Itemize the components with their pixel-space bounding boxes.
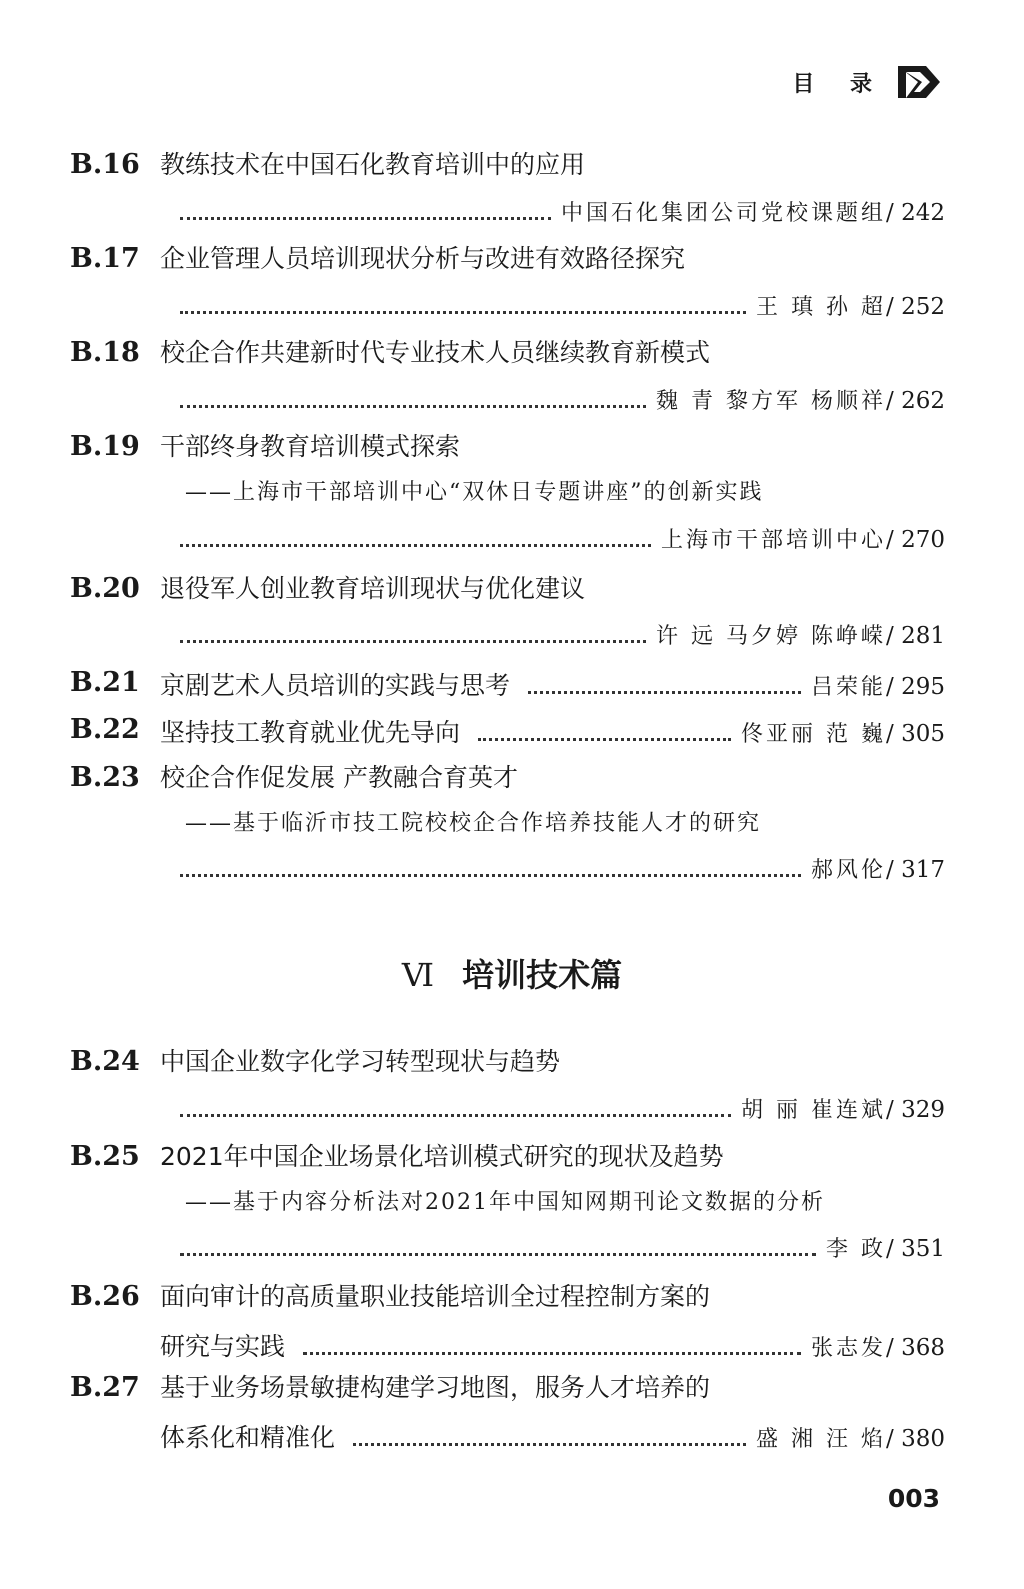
entry-title: 2021年中国企业场景化培训模式研究的现状及趋势 [160, 1142, 724, 1171]
entry-leader-line [160, 666, 945, 702]
entry-title: 面向审计的高质量职业技能培训全过程控制方案的 [160, 1282, 711, 1311]
entry-authors: 魏 青 黎方军 杨顺祥 [656, 389, 887, 414]
header-title: 目 录 [792, 70, 886, 97]
toc-entry-b16[interactable] [70, 148, 945, 238]
entry-number: B.17 [70, 243, 140, 274]
page-header [792, 62, 944, 102]
toc-entry-b25[interactable] [70, 1140, 945, 1270]
leader-dots [180, 854, 801, 877]
section-name: 培训技术篇 [462, 956, 623, 994]
section-title [0, 950, 1024, 996]
entry-title: 坚持技工教育就业优先导向 [160, 718, 461, 747]
entry-leader-line [170, 1093, 945, 1129]
entry-number: B.22 [70, 714, 140, 745]
leader-dots [353, 1423, 746, 1446]
entry-authors: 上海市干部培训中心 [661, 528, 887, 553]
chapter-mark-icon [896, 62, 944, 102]
entry-number: B.21 [70, 667, 140, 698]
leader-dots [303, 1332, 801, 1355]
leader-dots [478, 718, 731, 741]
toc-entry-b27[interactable] [70, 1371, 945, 1461]
leader-dots [180, 1233, 816, 1256]
toc-entry-b18[interactable] [70, 336, 945, 426]
entry-number: B.27 [70, 1372, 140, 1403]
leader-dots [180, 524, 651, 547]
entry-number: B.18 [70, 337, 140, 368]
entry-subtitle: ——基于内容分析法对2021年中国知网期刊论文数据的分析 [185, 1190, 825, 1215]
toc-entry-b26[interactable] [70, 1280, 945, 1370]
leader-dots [180, 197, 551, 220]
entry-page: / 351 [886, 1236, 945, 1262]
entry-number: B.23 [70, 762, 140, 793]
entry-subtitle: ——基于临沂市技工院校校企合作培养技能人才的研究 [185, 811, 762, 836]
entry-page: / 242 [886, 200, 945, 226]
toc-entry-b21[interactable] [70, 666, 945, 706]
entry-page: / 380 [886, 1426, 945, 1452]
entry-authors: 王 瑱 孙 超 [756, 295, 887, 320]
entry-page: / 305 [886, 721, 945, 747]
entry-number: B.16 [70, 149, 140, 180]
entry-number: B.25 [70, 1141, 140, 1172]
leader-dots [528, 671, 801, 694]
toc-entry-b19[interactable] [70, 430, 945, 560]
entry-leader-line [170, 384, 945, 420]
entry-authors: 盛 湘 汪 焰 [756, 1427, 887, 1452]
entry-title: 京剧艺术人员培训的实践与思考 [160, 671, 511, 700]
toc-entry-b17[interactable] [70, 242, 945, 332]
entry-authors: 李 政 [826, 1237, 887, 1262]
entry-title: 教练技术在中国石化教育培训中的应用 [160, 150, 586, 179]
entry-leader-line [160, 1327, 945, 1363]
toc-entry-b23[interactable] [70, 761, 945, 891]
entry-title: 校企合作共建新时代专业技术人员继续教育新模式 [160, 338, 711, 367]
entry-title: 中国企业数字化学习转型现状与趋势 [160, 1047, 561, 1076]
entry-page: / 317 [886, 857, 945, 883]
page-number: 003 [887, 1484, 940, 1513]
entry-authors: 佟亚丽 范 巍 [741, 722, 887, 747]
toc-entry-b22[interactable] [70, 713, 945, 753]
entry-leader-line [170, 619, 945, 655]
entry-leader-line [170, 853, 945, 889]
entry-number: B.24 [70, 1046, 140, 1077]
section-roman-numeral: Ⅵ [401, 956, 435, 994]
leader-dots [180, 291, 746, 314]
entry-page: / 329 [886, 1097, 945, 1123]
entry-title: 企业管理人员培训现状分析与改进有效路径探究 [160, 244, 686, 273]
entry-page: / 262 [886, 388, 945, 414]
entry-page: / 368 [886, 1335, 945, 1361]
entry-leader-line [170, 196, 945, 232]
entry-leader-line [160, 1418, 945, 1454]
leader-dots [180, 620, 646, 643]
entry-page: / 281 [886, 623, 945, 649]
entry-number: B.26 [70, 1281, 140, 1312]
entry-page: / 270 [886, 527, 945, 553]
entry-leader-line [170, 523, 945, 559]
entry-leader-line [160, 713, 945, 749]
entry-authors: 胡 丽 崔连斌 [741, 1098, 887, 1123]
leader-dots [180, 385, 646, 408]
entry-number: B.20 [70, 573, 140, 604]
entry-title-continued: 体系化和精准化 [160, 1423, 336, 1452]
toc-entry-b20[interactable] [70, 572, 945, 662]
entry-leader-line [170, 290, 945, 326]
entry-title: 校企合作促发展 产教融合育英才 [160, 763, 518, 792]
toc-entry-b24[interactable] [70, 1045, 945, 1135]
entry-leader-line [170, 1232, 945, 1268]
leader-dots [180, 1094, 731, 1117]
entry-authors: 中国石化集团公司党校课题组 [561, 201, 887, 226]
entry-authors: 张志发 [811, 1336, 887, 1361]
entry-title-continued: 研究与实践 [160, 1332, 286, 1361]
entry-title: 干部终身教育培训模式探索 [160, 432, 461, 461]
entry-page: / 252 [886, 294, 945, 320]
entry-authors: 吕荣能 [811, 675, 887, 700]
entry-number: B.19 [70, 431, 140, 462]
entry-page: / 295 [886, 674, 945, 700]
entry-subtitle: ——上海市干部培训中心“双休日专题讲座”的创新实践 [185, 480, 764, 505]
entry-title: 退役军人创业教育培训现状与优化建议 [160, 574, 586, 603]
entry-title: 基于业务场景敏捷构建学习地图，服务人才培养的 [160, 1373, 711, 1402]
entry-authors: 许 远 马夕婷 陈峥嵘 [656, 624, 887, 649]
entry-authors: 郝风伦 [811, 858, 887, 883]
